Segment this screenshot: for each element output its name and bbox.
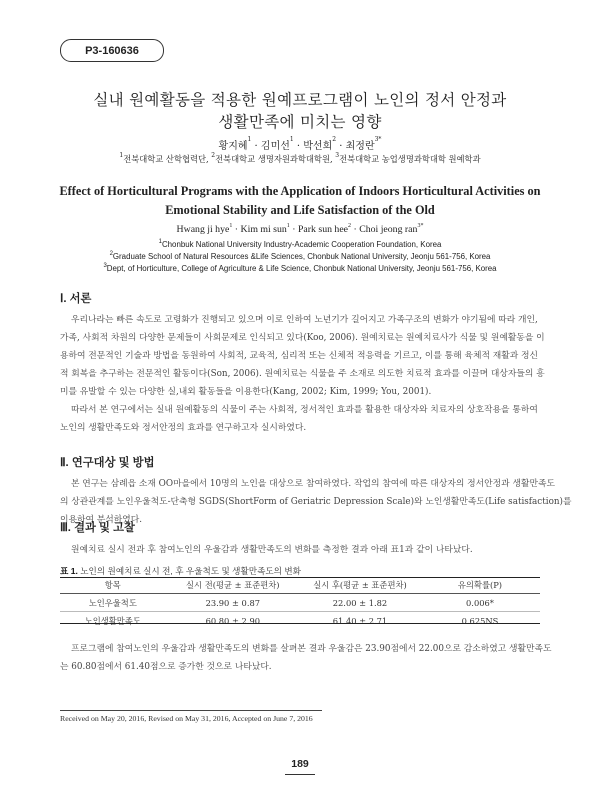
aff-sup: 2: [109, 251, 113, 257]
table-cell: 61.40 ± 2.71: [332, 615, 388, 626]
body-line: 원예치료 실시 전과 후 참여노인의 우울감과 생활만족도의 변화를 측정한 결과 아래 표1과 같이 나타났다.: [71, 545, 473, 555]
table-cell: 노인우울척도: [60, 594, 166, 612]
aff-sup: 3: [103, 263, 107, 269]
english-title-line2: Emotional Stability and Life Satisfaction of the Old: [165, 203, 435, 217]
author-name: 김미선: [260, 141, 290, 152]
body-line: 이용하여 분석하였다.: [60, 515, 143, 525]
author-name: Kim mi sun: [240, 224, 287, 235]
table-cell: 23.90 ± 0.87: [166, 594, 300, 612]
table-cell: 22.00 ± 1.82: [300, 594, 420, 612]
table-row: [60, 612, 540, 630]
aff-text: Chonbuk National University Industry-Academic Cooperation Foundation, Korea: [161, 240, 442, 249]
english-affiliation-1: [60, 240, 540, 249]
author-sup: 3*: [374, 136, 382, 143]
section-heading-introduction: Ⅰ. 서론: [60, 293, 92, 305]
korean-authors: 황지혜$^1$ · 김미선$^1$ · 박선희$^2$ · 최정란$^{3*}$: [218, 136, 382, 152]
author-sup: 1: [247, 136, 252, 143]
table-cell: 노인생활만족도: [84, 615, 141, 626]
page-number-underline: [285, 774, 315, 775]
table-caption: [60, 565, 301, 577]
table-row: [60, 594, 540, 612]
author-sup: 1: [286, 223, 290, 229]
aff-sup: 1: [119, 152, 124, 159]
body-line: 는 60.80점에서 61.40점으로 증가한 것으로 나타났다.: [60, 662, 272, 672]
table-cell: 0.625NS: [461, 615, 499, 626]
table-header-cell: 유의확률(P): [420, 577, 540, 594]
body-line: 미를 유발할 수 있는 다양한 실,내외 활동들을 이용한다(Kang, 2002; Kim, 1999; You, 2001).: [60, 387, 432, 397]
aff-sup: 2: [211, 152, 216, 159]
aff-text: Dept, of Horticulture, College of Agriculture & Life Science, Chonbuk National University, Jeonju 561-756, Korea: [106, 264, 497, 273]
body-line: 따라서 본 연구에서는 실내 원예활동의 식물이 주는 사회적, 정서적인 효과를 활용한 대상자와 치료자의 상호작용을 통하여: [71, 405, 538, 415]
body-line: 본 연구는 삼례읍 소재 OO마을에서 10명의 노인을 대상으로 참여하였다. 작업의 참여에 따른 대상자의 정서안정과 생활만족도: [71, 479, 555, 489]
footnote-received-dates: Received on May 20, 2016, Revised on May 31, 2016, Accepted on June 7, 2016: [60, 714, 313, 723]
english-title-line1: Effect of Horticultural Programs with the Application of Indoors Horticultural Activities on: [59, 184, 541, 198]
author-name: 황지혜: [218, 141, 248, 152]
aff-text: 전북대학교 산학협력단,: [123, 154, 212, 164]
footnote-rule: [60, 710, 322, 711]
author-name: 최정란: [345, 141, 375, 152]
english-affiliation-2: [60, 252, 540, 261]
aff-sup: 1: [158, 239, 162, 245]
table-header-cell: 항목: [60, 577, 166, 594]
body-line: 노인의 생활만족도와 정서안정의 효과를 연구하고자 실시하였다.: [60, 423, 307, 433]
poster-code: P3-160636: [85, 44, 139, 57]
body-line: 용하여 전문적인 기술과 방법을 동원하여 사회적, 교육적, 심리적 또는 신체적 적응력을 기르고, 이를 통해 육체적 재활과 정신: [60, 351, 539, 361]
aff-text: 전북대학교 농업생명과학대학 원예학과: [339, 154, 481, 164]
table-header-cell: 실시 후(평균 ± 표준편차): [300, 577, 420, 594]
body-line: 프로그램에 참여노인의 우울감과 생활만족도의 변화를 살펴본 결과 우울감은 23.90점에서 22.00으로 감소하였고 생활만족도: [71, 644, 552, 654]
english-authors: Hwang ji hye$^1$ · Kim mi sun$^1$ · Park sun hee$^2$ · Choi jeong ran$^{3*}$: [176, 223, 424, 235]
page-number: 189: [291, 758, 309, 770]
body-line: 가족, 사회적 차원의 다양한 문제들이 사회문제로 인식되고 있다(Koo, 2006). 원예치료는 원예치료사가 식물 및 원예활동을 이: [60, 333, 545, 343]
aff-text: Graduate School of Natural Resources &Life Sciences, Chonbuk National University, Jeonju 561-756, Korea: [112, 252, 491, 261]
body-line: 적 회복을 추구하는 전문적인 활동이다(Son, 2006). 원예치료는 식물을 주 소재로 의도한 치료적 효과를 이끌며 대상자들의 흥: [60, 369, 545, 379]
author-sup: 1: [229, 223, 233, 229]
korean-title-line1: 실내 원예활동을 적용한 원예프로그램이 노인의 정서 안정과: [93, 91, 507, 109]
table-bottom-rule: [60, 623, 540, 624]
results-table: [60, 577, 540, 629]
aff-sup: 3: [335, 152, 340, 159]
english-affiliation-3: [60, 264, 540, 273]
section-heading-methods: Ⅱ. 연구대상 및 방법: [60, 457, 155, 469]
section-heading-results: Ⅲ. 결과 및 고찰: [60, 522, 135, 534]
author-sup: 2: [332, 136, 337, 143]
table-header-cell: 실시 전(평균 ± 표준편차): [166, 577, 300, 594]
author-sup: 3*: [417, 223, 424, 229]
author-sup: 2: [348, 223, 352, 229]
author-name: Hwang ji hye: [176, 224, 230, 235]
body-line: 우리나라는 빠른 속도로 고령화가 진행되고 있으며 이로 인하여 노년기가 길어지고 가족구조의 변화가 야기됨에 따라 개인,: [71, 315, 538, 325]
poster-code-badge: [60, 39, 164, 62]
author-name: 박선희: [303, 141, 333, 152]
aff-text: 전북대학교 생명자원과학대학원,: [215, 154, 336, 164]
korean-affiliations: [60, 153, 540, 165]
body-line: 의 상관관계를 노인우울척도-단축형 SGDS(ShortForm of Geriatric Depression Scale)와 노인생활만족도(Life satisfaction)를: [60, 497, 572, 507]
author-sup: 1: [289, 136, 294, 143]
author-name: Park sun hee: [297, 224, 349, 235]
table-header-row: [60, 577, 540, 594]
table-label: 표 1.: [60, 566, 78, 576]
korean-title-line2: 생활만족에 미치는 영향: [218, 113, 382, 131]
author-name: Choi jeong ran: [359, 224, 418, 235]
table-cell: 60.80 ± 2.90: [205, 615, 261, 626]
table-cell: 0.006*: [420, 594, 540, 612]
table-caption-text: 노인의 원예치료 실시 전, 후 우울척도 및 생활만족도의 변화: [77, 566, 301, 576]
